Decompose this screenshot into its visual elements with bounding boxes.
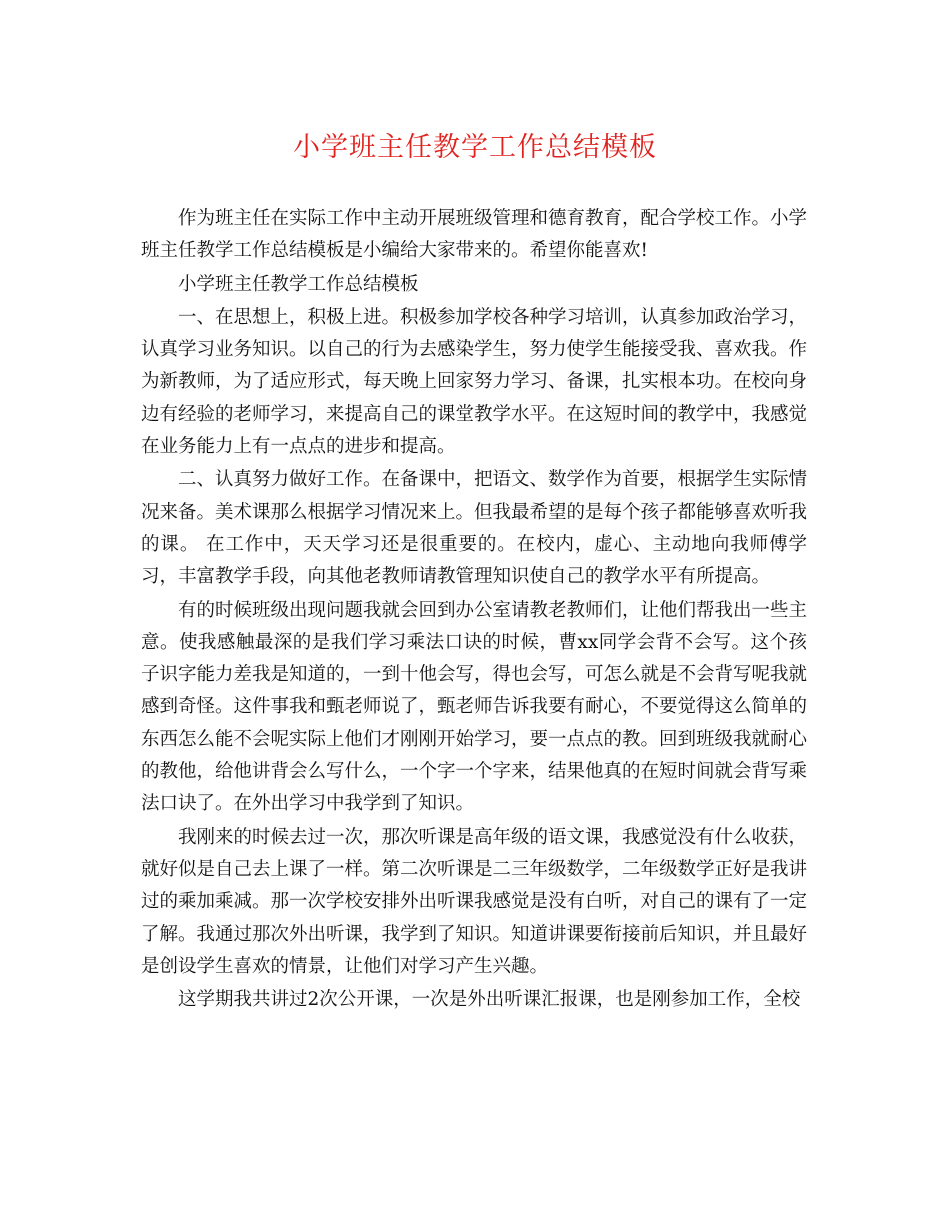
document-title: 小学班主任教学工作总结模板 — [293, 132, 657, 163]
document-body — [141, 203, 807, 1017]
observation-paragraph: 我刚来的时候去过一次，那次听课是高年级的语文课，我感觉没有什么收获，就好似是自己去上课了一样。第二次听课是二三年级数学，二年级数学正好是我讲过的乘加乘减。那一次学校安排外出听课我感觉是没有白听，对自己的课有了一定了解。我通过那次外出听课，我学到了知识。知道讲课要衔接前后知识，并且最好是创设学生喜欢的情景，让他们对学习产生兴趣。 — [141, 826, 808, 977]
class-issue-paragraph: 有的时候班级出现问题我就会回到办公室请教老教师们，让他们帮我出一些主意。使我感触最深的是我们学习乘法口诀的时候，曹xx同学会背不会写。这个孩子识字能力差我是知道的，一到十他会写，得也会写，可怎么就是不会背写呢我就感到奇怪。这件事我和甄老师说了，甄老师告诉我要有耐心，不要觉得这么简单的东西怎么能不会呢实际上他们才刚刚开始学习，要一点点的教。回到班级我就耐心的教他，给他讲背会么写什么，一个字一个字来，结果他真的在短时间就会背写乘法口诀了。在外出学习中我学到了知识。 — [141, 599, 808, 815]
section-two-paragraph: 二、认真努力做好工作。在备课中，把语文、数学作为首要，根据学生实际情况来备。美术课那么根据学习情况来上。但我最希望的是每个孩子都能够喜欢听我的课。 在工作中，天天学习还是很重要的。在校内，虚心、主动地向我师傅学习，丰富教学手段，向其他老教师请教管理知识使自己的教学水平有所提高。 — [141, 469, 808, 588]
section-one-paragraph: 一、在思想上，积极上进。积极参加学校各种学习培训，认真参加政治学习，认真学习业务知识。以自己的行为去感染学生，努力使学生能接受我、喜欢我。作为新教师，为了适应形式，每天晚上回家努力学习、备课，扎实根本功。在校向身边有经验的老师学习，来提高自己的课堂教学水平。在这短时间的教学中，我感觉在业务能力上有一点点的进步和提高。 — [141, 306, 808, 458]
open-class-paragraph: 这学期我共讲过2次公开课，一次是外出听课汇报课，也是刚参加工作，全校 — [178, 989, 801, 1011]
subtitle-paragraph: 小学班主任教学工作总结模板 — [178, 273, 419, 295]
intro-paragraph: 作为班主任在实际工作中主动开展班级管理和德育教育，配合学校工作。小学班主任教学工作总结模板是小编给大家带来的。希望你能喜欢! — [141, 208, 808, 262]
